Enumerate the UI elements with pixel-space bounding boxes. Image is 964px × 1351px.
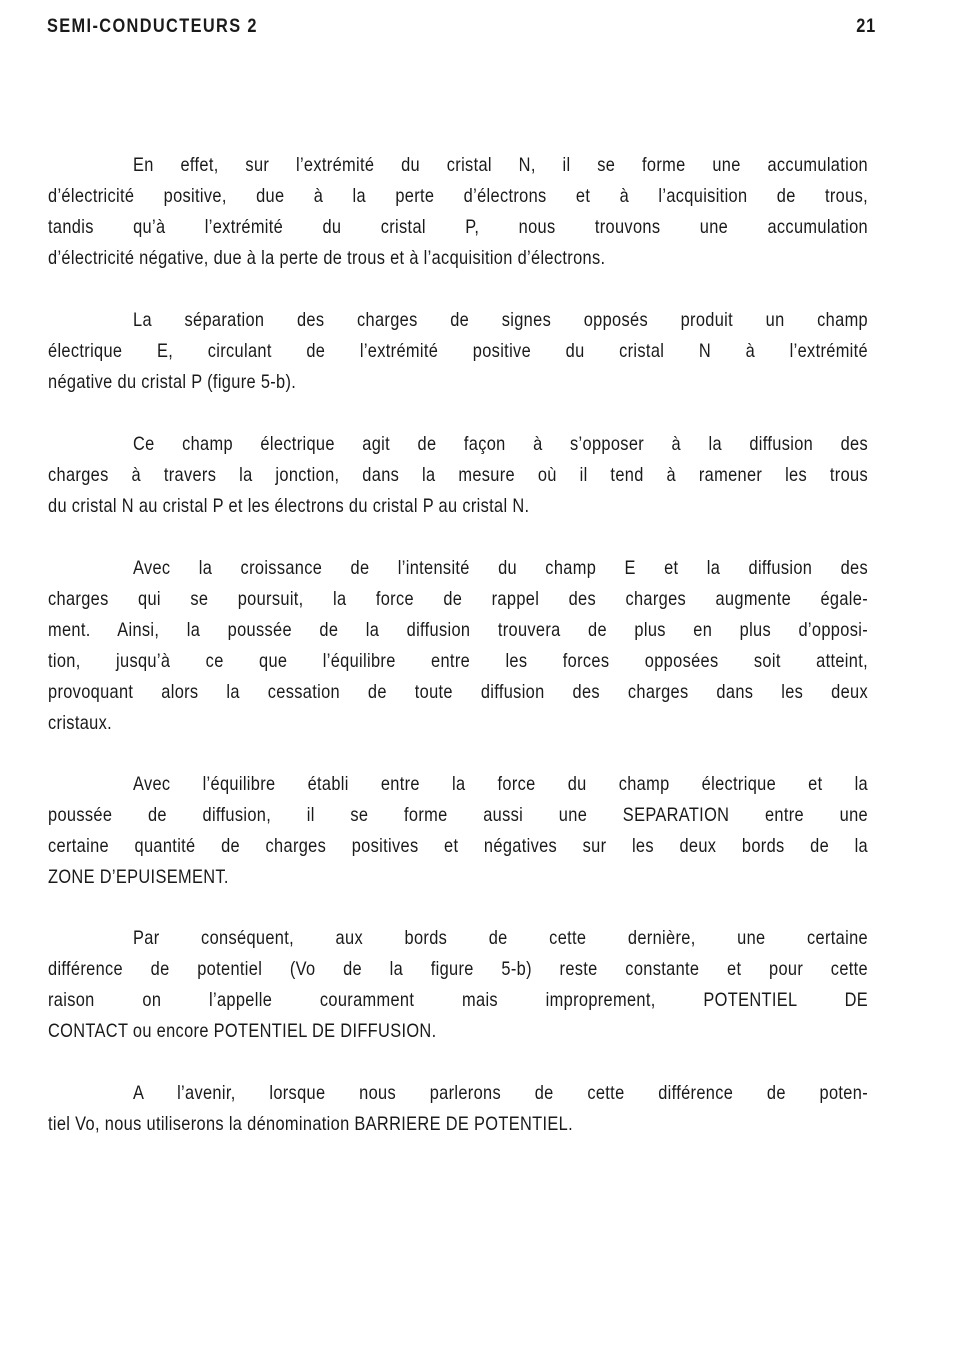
line-text: tion, jusqu’à ce que l’équilibre entre les forces opposées soit atteint, <box>48 650 868 672</box>
text-line <box>48 954 868 985</box>
line-text: différence de potentiel (Vo de la figure 5-b) reste constante et pour cette <box>48 958 868 980</box>
line-text: raison on l’appelle couramment mais improprement, POTENTIEL DE <box>48 989 868 1011</box>
line-text: certaine quantité de charges positives et négatives sur les deux bords de la <box>48 835 868 857</box>
paragraph <box>48 1078 868 1140</box>
line-text: ment. Ainsi, la poussée de la diffusion trouvera de plus en plus d’opposi- <box>48 619 868 641</box>
paragraph <box>48 429 868 522</box>
text-line <box>48 923 868 954</box>
line-text: Par conséquent, aux bords de cette dernière, une certaine <box>133 927 868 949</box>
line-text: tandis qu’à l’extrémité du cristal P, nous trouvons une accumulation <box>48 216 868 238</box>
line-text: d’électricité négative, due à la perte de trous et à l’acquisition d’électrons. <box>48 247 606 269</box>
text-line <box>48 1078 868 1109</box>
line-text: cristaux. <box>48 712 113 734</box>
text-line <box>48 305 868 336</box>
line-text: Avec la croissance de l’intensité du champ E et la diffusion des <box>133 557 868 579</box>
line-text: ZONE D’EPUISEMENT. <box>48 866 229 888</box>
line-text: A l’avenir, lorsque nous parlerons de cette différence de poten- <box>133 1082 868 1104</box>
line-text: En effet, sur l’extrémité du cristal N, il se forme une accumulation <box>133 154 868 176</box>
paragraph <box>48 769 868 893</box>
line-text: tiel Vo, nous utiliserons la dénomination BARRIERE DE POTENTIEL. <box>48 1113 573 1135</box>
line-text: La séparation des charges de signes opposés produit un champ <box>133 309 868 331</box>
line-text: provoquant alors la cessation de toute diffusion des charges dans les deux <box>48 681 868 703</box>
text-line <box>48 708 868 739</box>
paragraph <box>48 553 868 739</box>
paragraph <box>48 305 868 398</box>
text-line <box>48 584 868 615</box>
line-text: charges qui se poursuit, la force de rappel des charges augmente égale- <box>48 588 868 610</box>
text-line <box>48 831 868 862</box>
text-line <box>48 862 868 893</box>
text-line <box>48 181 868 212</box>
text-line <box>48 150 868 181</box>
text-line <box>48 429 868 460</box>
text-line <box>48 212 868 243</box>
line-text: négative du cristal P (figure 5-b). <box>48 371 297 393</box>
text-line <box>48 243 868 274</box>
paragraph <box>48 923 868 1047</box>
text-line <box>48 677 868 708</box>
page-number: 21 <box>856 16 876 37</box>
text-line <box>48 615 868 646</box>
line-text: du cristal N au cristal P et les électrons du cristal P au cristal N. <box>48 495 530 517</box>
text-line <box>48 460 868 491</box>
text-line <box>48 1109 868 1140</box>
text-line <box>48 367 868 398</box>
text-line <box>48 336 868 367</box>
running-header <box>47 16 759 42</box>
text-line <box>48 800 868 831</box>
line-text: Ce champ électrique agit de façon à s’opposer à la diffusion des <box>133 433 868 455</box>
text-line <box>48 769 868 800</box>
line-text: charges à travers la jonction, dans la mesure où il tend à ramener les trous <box>48 464 868 486</box>
paragraph <box>48 150 868 274</box>
text-line <box>48 646 868 677</box>
line-text: électrique E, circulant de l’extrémité positive du cristal N à l’extrémité <box>48 340 868 362</box>
text-line <box>48 1016 868 1047</box>
line-text: Avec l’équilibre établi entre la force du champ électrique et la <box>133 773 868 795</box>
line-text: d’électricité positive, due à la perte d’électrons et à l’acquisition de trous, <box>48 185 868 207</box>
line-text: CONTACT ou encore POTENTIEL DE DIFFUSION. <box>48 1020 437 1042</box>
running-header-title: SEMI-CONDUCTEURS 2 <box>47 16 258 37</box>
line-text: poussée de diffusion, il se forme aussi une SEPARATION entre une <box>48 804 868 826</box>
text-line <box>48 985 868 1016</box>
text-line <box>48 553 868 584</box>
text-line <box>48 491 868 522</box>
